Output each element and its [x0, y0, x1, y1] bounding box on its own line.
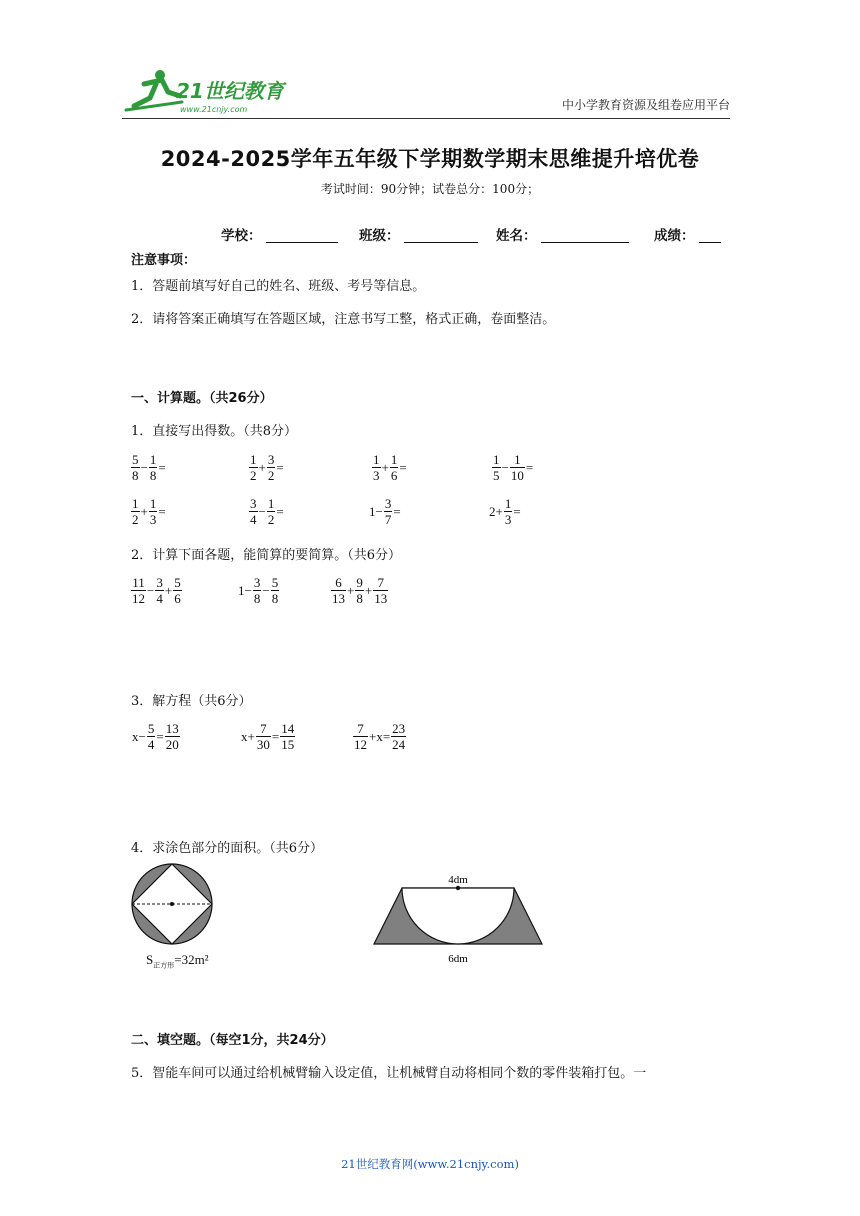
school-label: 学校： — [221, 228, 262, 244]
fraction: $\frac{3}{7}$ — [384, 496, 392, 527]
fraction: $\frac{7}{30}$ — [256, 721, 270, 752]
q1-item: 1− $\frac{3}{7}$ = — [369, 496, 401, 527]
q3-item: $\frac{7}{12}$ +x= $\frac{23}{24}$ — [354, 721, 406, 752]
notice-item: 1．答题前填写好自己的姓名、班级、考号等信息。 — [131, 279, 426, 294]
top-length-label: 4dm — [448, 874, 468, 886]
square-area-label: $S_{正方形}=32m^2$ — [146, 952, 209, 970]
logo-url: www.21cnjy.com — [180, 105, 248, 114]
fraction: $\frac{6}{13}$ — [332, 575, 345, 606]
q1-item: $\frac{1}{2}$ + $\frac{1}{3}$ = — [132, 496, 166, 527]
q2-item: $\frac{6}{13}$ + $\frac{9}{8}$ + $\frac{7}{13}$ — [332, 575, 388, 606]
question-3: 3．解方程（共6分） — [131, 694, 252, 709]
q1-item: 2+ $\frac{1}{3}$ = — [489, 496, 521, 527]
fraction: $\frac{1}{8}$ — [149, 452, 157, 483]
question-5: 5．智能车间可以通过给机械臂输入设定值，让机械臂自动将相同个数的零件装箱打包。一 — [131, 1066, 647, 1081]
q1-item: $\frac{3}{4}$ − $\frac{1}{2}$ = — [250, 496, 284, 527]
school-field[interactable] — [221, 224, 338, 244]
fraction: $\frac{3}{2}$ — [267, 452, 275, 483]
class-blank[interactable] — [404, 229, 478, 243]
q1-item: $\frac{1}{3}$ + $\frac{1}{6}$ = — [373, 452, 407, 483]
q1-item: $\frac{1}{2}$ + $\frac{3}{2}$ = — [250, 452, 284, 483]
fraction: $\frac{1}{6}$ — [390, 452, 398, 483]
fraction: $\frac{7}{12}$ — [354, 721, 367, 752]
notice-item: 2．请将答案正确填写在答题区域，注意书写工整，格式正确，卷面整洁。 — [131, 312, 556, 327]
name-blank[interactable] — [541, 229, 629, 243]
page-title: 2024-2025学年五年级下学期数学期末思维提升培优卷 — [160, 147, 700, 171]
fraction: $\frac{3}{4}$ — [156, 575, 163, 606]
fraction: $\frac{1}{2}$ — [132, 496, 139, 527]
q1-item: $\frac{5}{8}$ − $\frac{1}{8}$ = — [132, 452, 166, 483]
fraction: $\frac{1}{3}$ — [504, 496, 512, 527]
header-divider — [122, 118, 730, 119]
score-blank[interactable] — [699, 229, 721, 243]
fraction: $\frac{23}{24}$ — [392, 721, 406, 752]
name-label: 姓名： — [496, 228, 537, 244]
fraction: $\frac{7}{13}$ — [374, 575, 388, 606]
exam-info: 考试时间：90分钟；试卷总分：100分； — [320, 182, 540, 196]
fraction: $\frac{1}{3}$ — [149, 496, 157, 527]
question-4: 4．求涂色部分的面积。（共6分） — [131, 841, 324, 856]
logo-text: 21世纪教育 — [176, 79, 284, 103]
question-1: 1．直接写出得数。（共8分） — [131, 424, 298, 439]
fraction: $\frac{14}{15}$ — [281, 721, 295, 752]
fraction: $\frac{5}{8}$ — [132, 452, 139, 483]
notice-heading: 注意事项： — [131, 253, 197, 268]
footer: 21世纪教育网(www.21cnjy.com) — [341, 1157, 519, 1171]
section1-heading: 一、计算题。（共26分） — [131, 391, 273, 406]
class-label: 班级： — [359, 228, 400, 244]
score-label: 成绩： — [654, 228, 695, 244]
score-field[interactable] — [654, 224, 721, 244]
trapezoid-semicircle-figure — [372, 872, 544, 972]
fraction: $\frac{1}{5}$ — [493, 452, 500, 483]
logo — [122, 66, 292, 118]
school-blank[interactable] — [266, 229, 338, 243]
fraction: $\frac{3}{4}$ — [250, 496, 257, 527]
fraction: $\frac{9}{8}$ — [356, 575, 363, 606]
q2-item: 1− $\frac{3}{8}$ − $\frac{5}{8}$ — [238, 575, 279, 606]
fraction: $\frac{5}{4}$ — [147, 721, 155, 752]
bottom-length-label: 6dm — [448, 953, 468, 965]
fraction: $\frac{11}{12}$ — [132, 575, 145, 606]
name-field[interactable] — [496, 224, 629, 244]
fraction: $\frac{1}{3}$ — [373, 452, 380, 483]
fraction: $\frac{1}{2}$ — [267, 496, 275, 527]
q2-item: $\frac{11}{12}$ − $\frac{3}{4}$ + $\frac{5}{6}$ — [132, 575, 181, 606]
fraction: $\frac{1}{10}$ — [510, 452, 524, 483]
fraction: $\frac{5}{8}$ — [271, 575, 279, 606]
fraction: $\frac{1}{2}$ — [250, 452, 257, 483]
class-field[interactable] — [359, 224, 478, 244]
runner-icon — [126, 70, 182, 110]
q1-item: $\frac{1}{5}$ − $\frac{1}{10}$ = — [493, 452, 534, 483]
platform-text: 中小学教育资源及组卷应用平台 — [561, 98, 730, 112]
q3-item: x+ $\frac{7}{30}$ = $\frac{14}{15}$ — [241, 721, 295, 752]
q3-item: x− $\frac{5}{4}$ = $\frac{13}{20}$ — [132, 721, 179, 752]
circle-square-figure — [128, 862, 223, 946]
question-2: 2．计算下面各题，能简算的要简算。（共6分） — [131, 548, 402, 563]
fraction: $\frac{3}{8}$ — [253, 575, 261, 606]
fraction: $\frac{13}{20}$ — [165, 721, 179, 752]
fraction: $\frac{5}{6}$ — [174, 575, 181, 606]
section2-heading: 二、填空题。（每空1分，共24分） — [131, 1033, 334, 1048]
